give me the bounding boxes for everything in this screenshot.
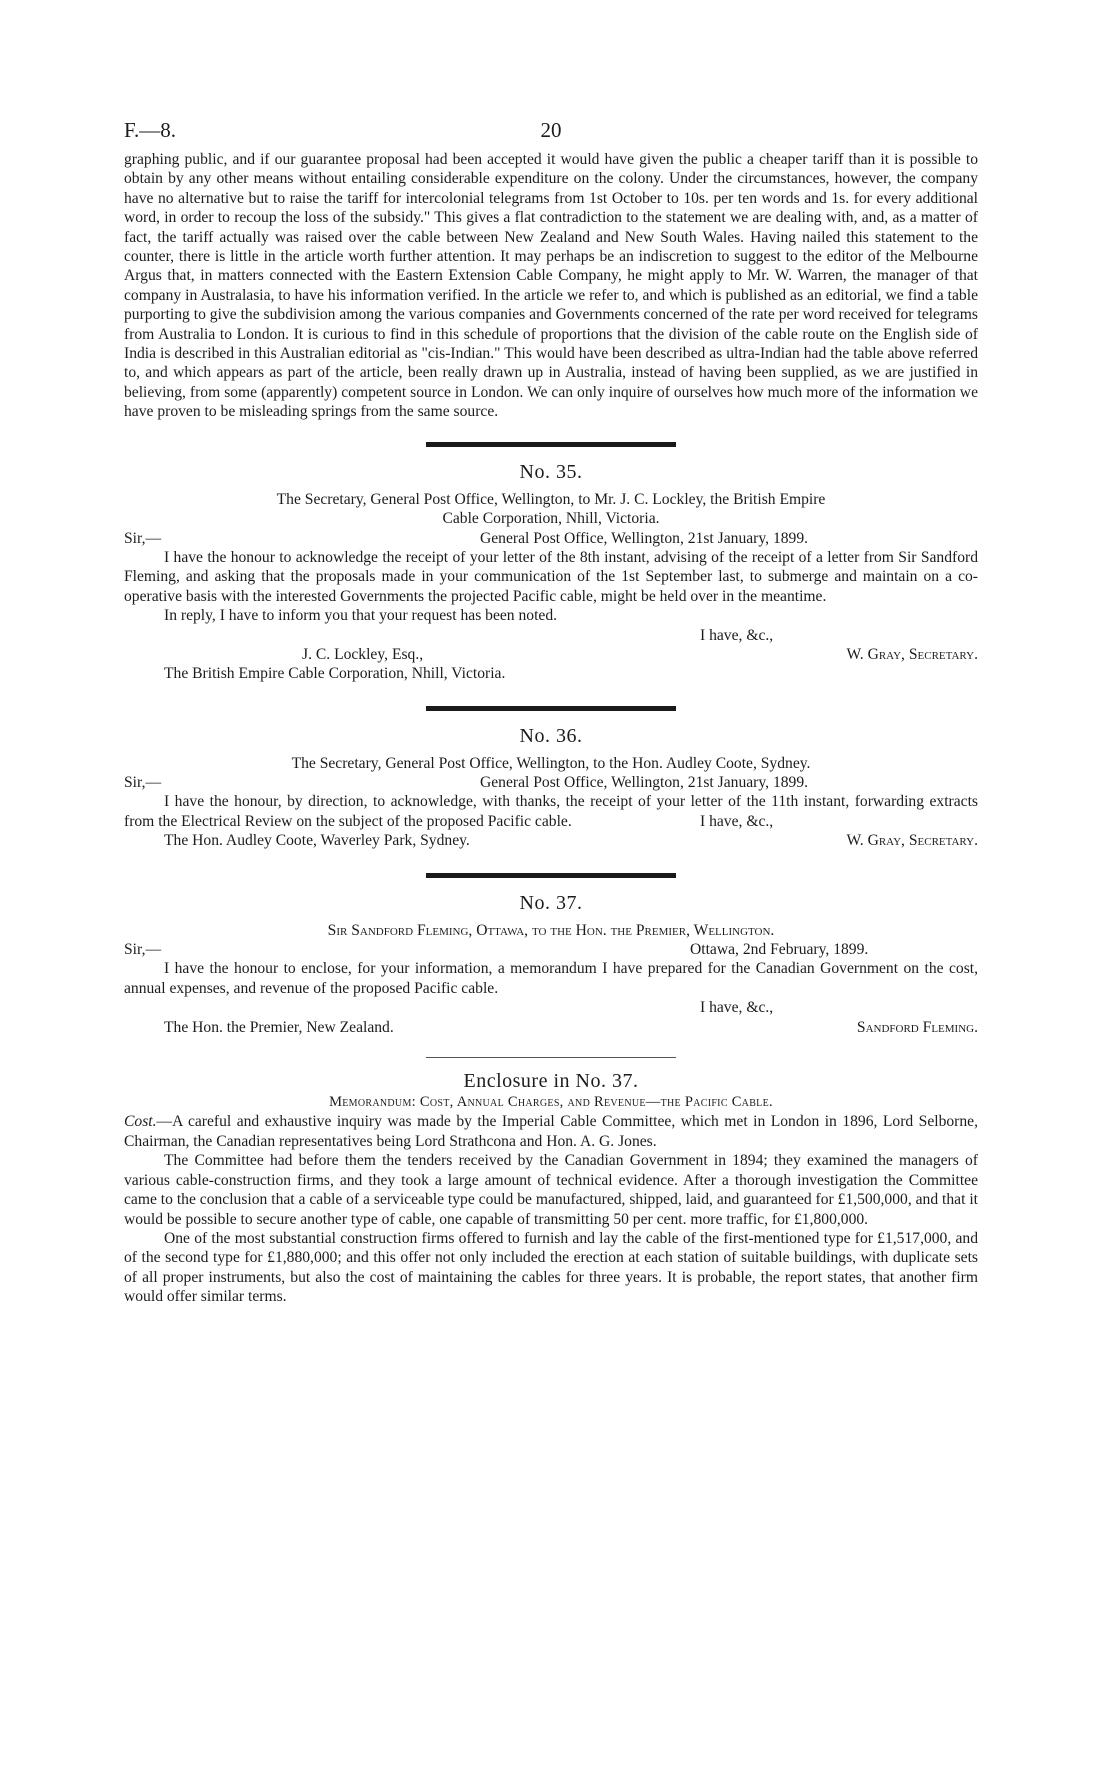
letter-body: I have the honour to enclose, for your information, a memorandum I have prepared for the Canadian Government on the cost, annual expenses, and revenue of the proposed Pacific cable. [124,960,978,997]
letter-address [124,754,978,773]
place-date: General Post Office, Wellington, 21st January, 1899. [480,774,809,792]
page-header [124,118,978,158]
page-number: 20 [540,118,562,142]
letter-number: No. 37. [519,891,583,914]
salutation-row [124,529,978,548]
salutation: Sir,— [124,941,162,959]
recipient-row [124,831,978,850]
recipient: J. C. Lockley, Esq., [302,645,424,663]
letter-number: No. 35. [519,460,583,483]
intro-paragraph: graphing public, and if our guarantee proposal had been accepted it would have given the public a cheaper tariff than it is possible to obtain by any other means without entailing considerable expenditure on the colony. Under the circumstances, however, the company have no alternative but to raise the tariff for intercolonial telegrams from 1st October to 10s. per ten words and 1s. for every additional word, in order to recoup the loss of the subsidy." This gives a flat contradiction to the statement we are dealing with, and, as a matter of fact, the tariff actually was raised over the cable between New Zealand and New South Wales. Having nailed this statement to the counter, there is little in the article worth further attention. It may perhaps be an indiscretion to suggest to the editor of the Melbourne Argus that, in matters connected with the Eastern Extension Cable Company, he might apply to Mr. W. Warren, the manager of that company in Australasia, to have his information verified. In the article we refer to, and which is published as an editorial, we find a table purporting to give the subdivision among the various companies and Governments concerned of the rate per word received for telegrams from Australia to London. It is curious to find in this schedule of proportions that the division of the cable route on the English side of India is described in this Australian editorial as "cis-Indian." This would have been described as ultra-Indian had the table above referred to, and which appears as part of the article, been really drawn up in Australia, instead of having been supplied, as we are justified in believing, from some (apparently) competent source in London. We can only inquire of ourselves how much more of the information we have proven to be misleading springs from the same source. [124,151,978,421]
address-line: The Secretary, General Post Office, Wellington, to Mr. J. C. Lockley, the British Empire [276,490,826,508]
closing-row [124,626,978,645]
recipient: The British Empire Cable Corporation, Nhill, Victoria. [164,665,506,683]
memorandum-title: Memorandum: Cost, Annual Charges, and Revenue—the Pacific Cable. [329,1094,773,1111]
enclosure-paragraph: One of the most substantial construction firms offered to furnish and lay the cable of the first-mentioned type for £1,517,000, and of the second type for £1,880,000; and this offer not only included the erection at each station of suitable buildings, with duplicate sets of all proper instruments, but also the cost of maintaining the cables for three years. It is probable, the report states, that another firm would offer similar terms. [124,1229,978,1306]
recipient-row [124,664,978,683]
closing-row [124,812,978,831]
letter-body: I have the honour to acknowledge the receipt of your letter of the 8th instant, advising of the receipt of a letter from Sir Sandford Fleming, and asking that the proposals made in your communication of the 1st September last, to submerge and maintain on a co-operative basis with the interested Governments the projected Pacific cable, might be held over in the meantime. [124,548,978,605]
salutation: Sir,— [124,529,162,547]
document-page [124,118,978,1307]
enclosure-paragraph [124,1112,978,1151]
signature: Sandford Fleming. [856,1018,978,1036]
enclosure-heading: Enclosure in No. 37. [463,1070,639,1093]
letter-36 [124,725,978,851]
enclosure-paragraph: The Committee had before them the tenders received by the Canadian Government in 1894; they examined the managers of various cable-construction firms, and they took a large amount of technical evidence. After a thorough investigation the Committee came to the conclusion that a cable of a serviceable type could be manufactured, shipped, laid, and guaranteed for £1,500,000, and that it would be possible to secure another type of cable, one capable of transmitting 50 per cent. more traffic, for £1,800,000. [124,1152,978,1228]
letter-35 [124,461,978,684]
cost-text: —A careful and exhaustive inquiry was made by the Imperial Cable Committee, which met in London in 1896, Lord Selborne, Chairman, the Canadian representatives being Lord Strathcona and Hon. A. G. Jones. [124,1113,978,1150]
closing: I have, &c., [700,626,774,644]
letter-body: I have the honour, by direction, to acknowledge, with thanks, the receipt of your letter of the 11th instant, forwarding extracts from the Electrical Review on the subject of the proposed Pacific cable. [124,793,978,830]
closing-row [124,998,978,1017]
recipient: The Hon. Audley Coote, Waverley Park, Sydney. [164,832,470,850]
recipient-row [124,1018,978,1037]
address-line: Sir Sandford Fleming, Ottawa, to the Hon. the Premier, Wellington. [327,921,775,939]
letter-37 [124,892,978,1037]
signature: W. Gray, Secretary. [846,645,978,663]
closing: I have, &c., [700,999,774,1017]
recipient: The Hon. the Premier, New Zealand. [164,1018,394,1036]
address-line: Cable Corporation, Nhill, Victoria. [442,510,660,528]
document-reference: F.—8. [124,118,176,142]
place-date: Ottawa, 2nd February, 1899. [690,941,869,959]
letter-address [124,490,978,529]
signature: W. Gray, Secretary. [846,832,978,850]
letter-body: In reply, I have to inform you that your request has been noted. [164,607,558,625]
cost-label: Cost. [124,1113,157,1131]
address-line: The Secretary, General Post Office, Wellington, to the Hon. Audley Coote, Sydney. [291,754,811,772]
letter-number: No. 36. [519,724,583,747]
letter-address [124,921,978,940]
salutation-row [124,940,978,959]
salutation-row [124,773,978,792]
place-date: General Post Office, Wellington, 21st January, 1899. [480,529,809,547]
enclosure [124,1070,978,1306]
closing: I have, &c., [700,812,774,830]
recipient-row [124,645,978,664]
salutation: Sir,— [124,774,162,792]
